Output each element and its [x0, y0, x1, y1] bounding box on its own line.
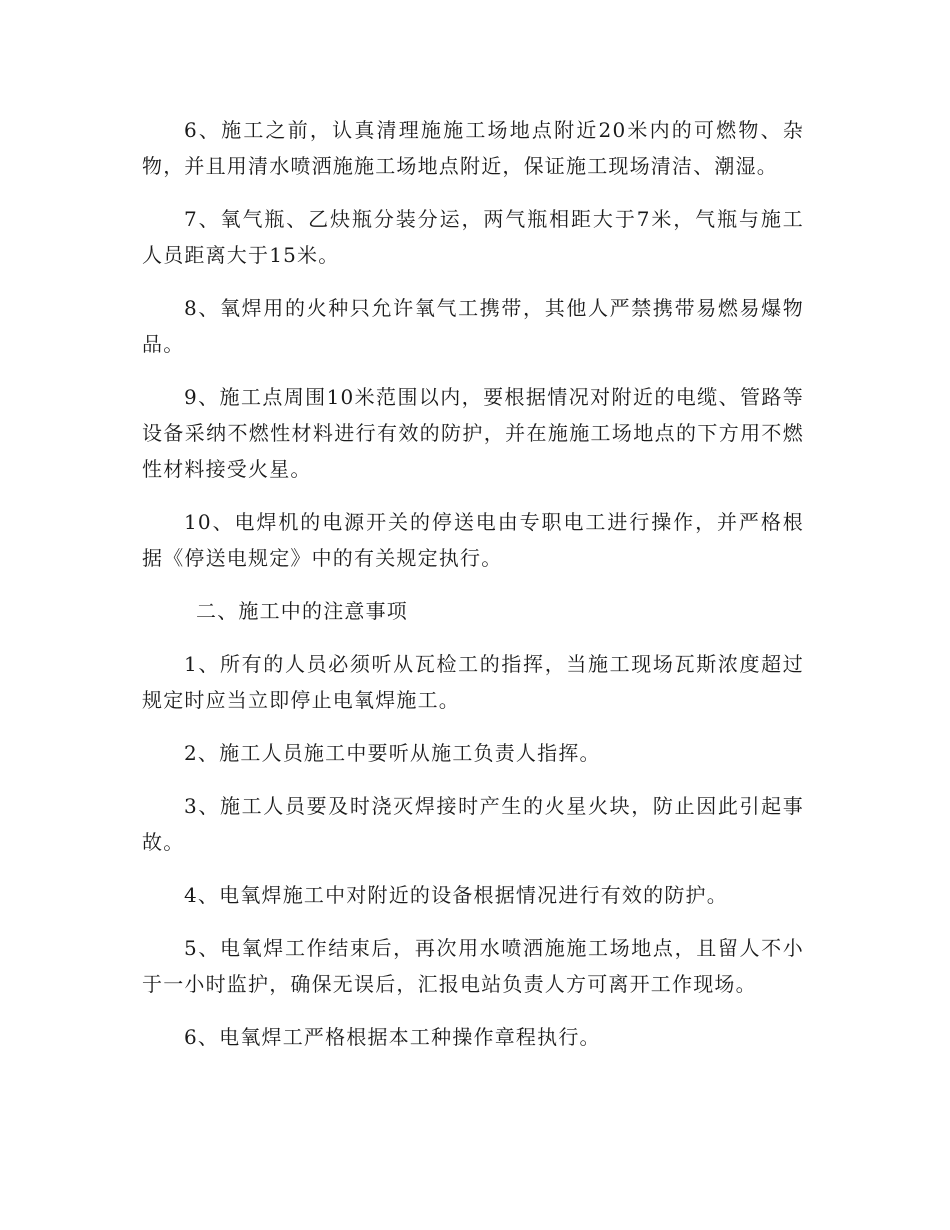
paragraph-9: 9、施工点周围10米范围以内，要根据情况对附近的电缆、管路等设备采纳不燃性材料进行有效的防护，并在施施工场地点的下方用不燃性材料接受火星。	[142, 385, 804, 481]
section-heading: 二、施工中的注意事项	[196, 599, 408, 623]
item-5: 5、电氧焊工作结束后，再次用水喷洒施施工场地点，且留人不小于一小时监护，确保无误后，汇报电站负责人方可离开工作现场。	[142, 936, 804, 996]
paragraph-7: 7、氧气瓶、乙炔瓶分装分运，两气瓶相距大于7米，气瓶与施工人员距离大于15米。	[142, 207, 804, 267]
item-6: 6、电氧焊工严格根据本工种操作章程执行。	[184, 1025, 601, 1049]
document-body	[142, 112, 804, 1072]
paragraph-10: 10、电焊机的电源开关的停送电由专职电工进行操作，并严格根据《停送电规定》中的有关规定执行。	[142, 510, 804, 570]
paragraph-8: 8、氧焊用的火种只允许氧气工携带，其他人严禁携带易燃易爆物品。	[142, 296, 804, 356]
item-1: 1、所有的人员必须听从瓦检工的指挥，当施工现场瓦斯浓度超过规定时应当立即停止电氧焊施工。	[142, 652, 804, 712]
item-4: 4、电氧焊施工中对附近的设备根据情况进行有效的防护。	[184, 883, 728, 907]
item-2: 2、施工人员施工中要听从施工负责人指挥。	[184, 741, 601, 765]
item-3: 3、施工人员要及时浇灭焊接时产生的火星火块，防止因此引起事故。	[142, 794, 804, 854]
paragraph-6: 6、施工之前，认真清理施施工场地点附近20米内的可燃物、杂物，并且用清水喷洒施施工场地点附近，保证施工现场清洁、潮湿。	[142, 118, 804, 178]
